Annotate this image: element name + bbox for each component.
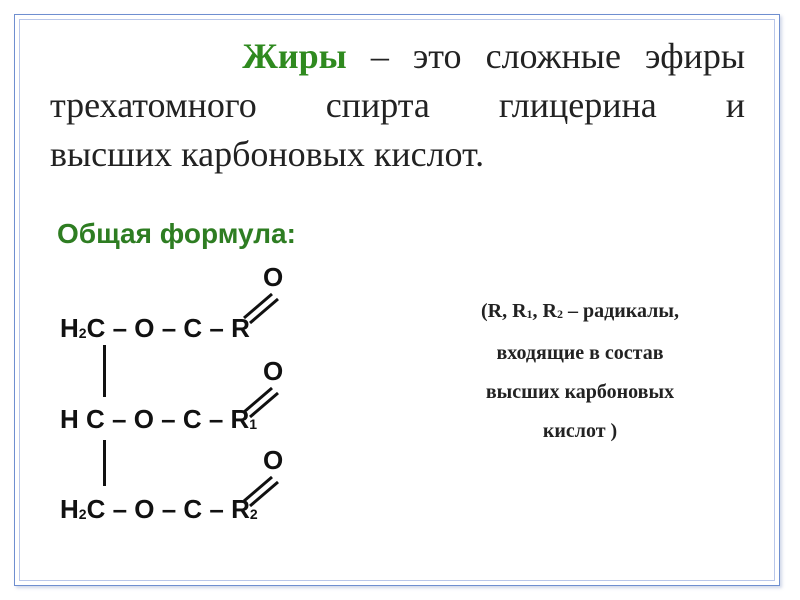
term-fats: Жиры xyxy=(242,36,347,76)
row-2-r-subscript: 1 xyxy=(249,416,258,432)
definition-line-1-rest: – это сложные эфиры xyxy=(370,36,746,76)
definition-line-2: трехатомного спирта глицерина и xyxy=(50,85,745,125)
note-line-1 xyxy=(415,292,745,334)
definition-line-3: высших карбоновых кислот. xyxy=(50,134,485,174)
note-line-2: входящие в состав xyxy=(496,342,664,364)
definition-text xyxy=(50,32,745,179)
definition-line-1 xyxy=(50,32,745,81)
row-3-h-subscript: 2 xyxy=(78,506,87,522)
note-line-4: кислот ) xyxy=(542,420,618,442)
note-part-3: – радикалы, xyxy=(563,300,679,322)
note-part-1: (R, R xyxy=(481,300,527,322)
note-part-2: , R xyxy=(532,300,557,322)
row-1-h-subscript: 2 xyxy=(78,325,87,341)
row-1-h: H xyxy=(60,313,79,343)
row-2-chain: C – O – C – R xyxy=(78,404,250,434)
oxygen-atom-1: O xyxy=(263,262,284,292)
vertical-bond-2 xyxy=(103,440,106,486)
oxygen-atom-2: O xyxy=(263,356,284,386)
note-line-3: высших карбоновых xyxy=(485,381,675,403)
row-3-chain: C – O – C – R xyxy=(86,494,250,524)
row-2-h: H xyxy=(60,404,79,434)
note-subscript-1: 1 xyxy=(526,307,533,321)
vertical-bond-1 xyxy=(103,345,106,397)
formula-row-2 xyxy=(60,404,257,439)
formula-row-1 xyxy=(60,313,250,348)
radicals-note xyxy=(415,292,745,451)
general-formula-heading: Общая формула: xyxy=(57,218,296,249)
row-3-h: H xyxy=(60,494,79,524)
formula-row-3 xyxy=(60,494,258,529)
note-subscript-2: 2 xyxy=(557,307,563,321)
oxygen-atom-3: O xyxy=(263,445,284,475)
row-3-r-subscript: 2 xyxy=(249,506,258,522)
row-1-chain: C – O – C – R xyxy=(86,313,250,343)
